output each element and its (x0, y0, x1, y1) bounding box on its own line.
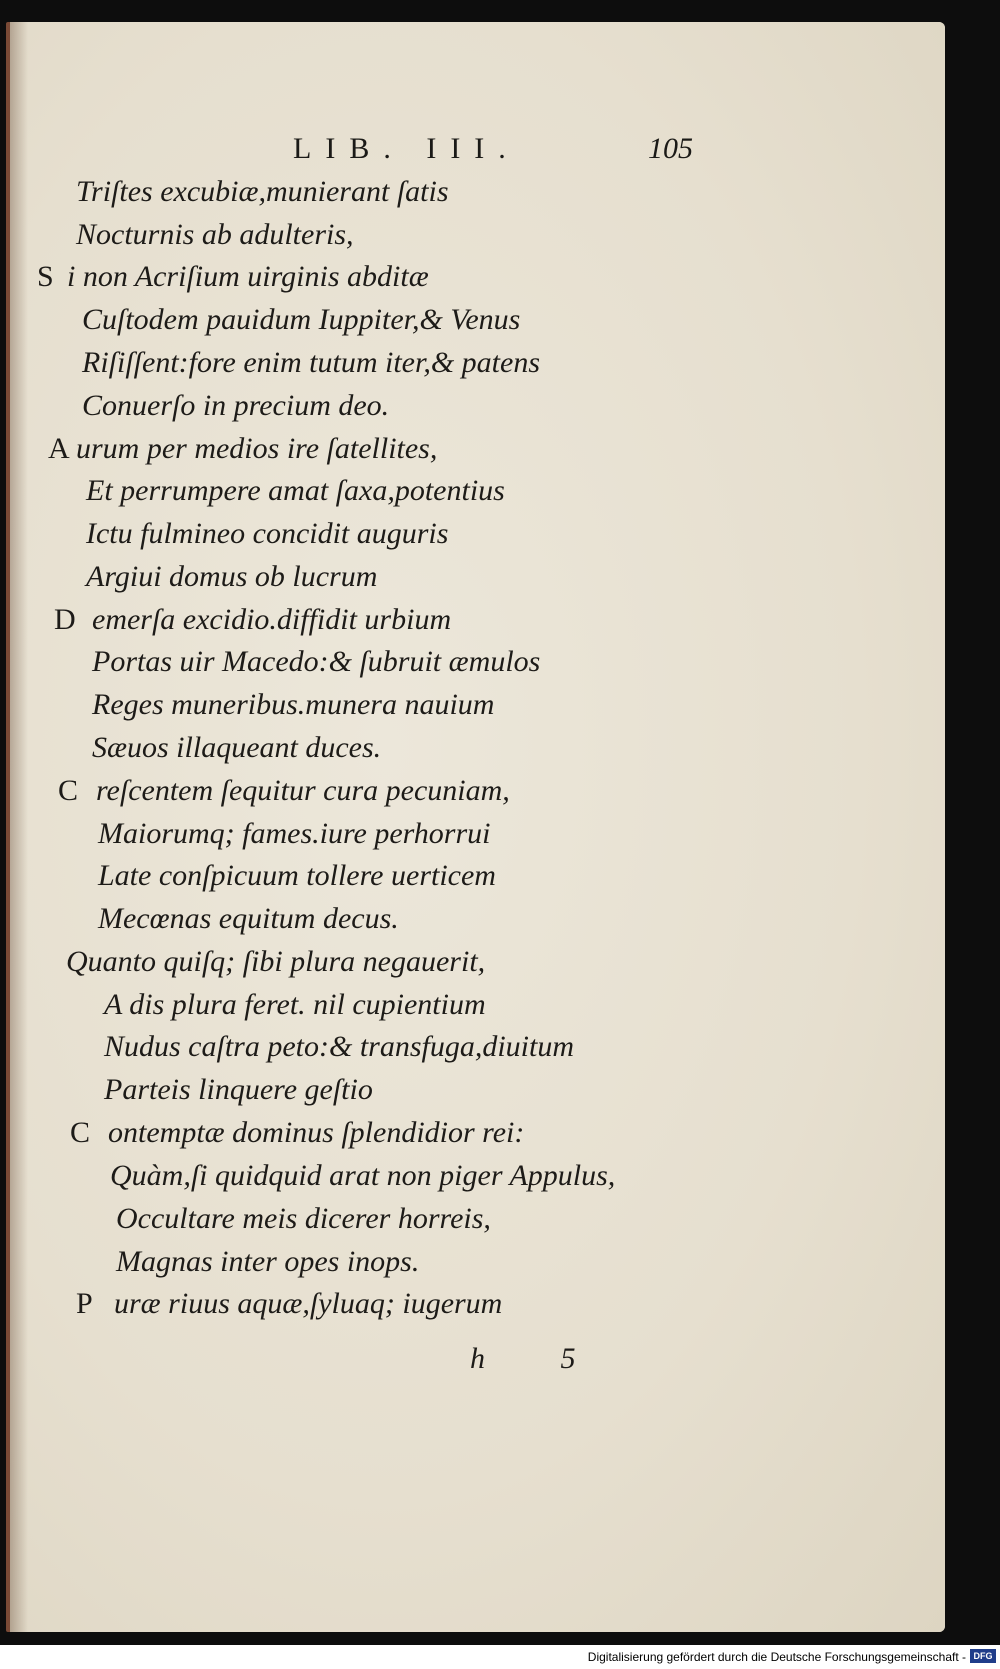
verse-text: urum per medios ire ſatellites, (76, 432, 438, 465)
catchword: h 5 (470, 1342, 610, 1375)
spine-shadow (10, 22, 28, 1632)
verse-text: Maiorumq; fames.iure perhorrui (98, 817, 491, 850)
verse-text: uræ riuus aquæ,ſyluaq; iugerum (114, 1287, 503, 1320)
verse-text: i non Acriſium uirginis abditæ (67, 260, 429, 293)
funding-note: Digitalisierung gefördert durch die Deutsche Forschungsgemeinschaft - (587, 1650, 966, 1664)
folio-number: 105 (648, 132, 693, 165)
verse-text: Occultare meis dicerer horreis, (116, 1202, 491, 1235)
verse-text: Nocturnis ab adulteris, (76, 218, 354, 251)
verse-text: Conuerſo in precium deo. (82, 389, 390, 422)
verse-initial: D (54, 603, 76, 636)
verse-text: Quàm,ſi quidquid arat non piger Appulus, (110, 1159, 616, 1192)
verse-text: ontemptæ dominus ſplendidior rei: (108, 1116, 525, 1149)
verse-text: Magnas inter opes inops. (116, 1245, 420, 1278)
verse-text: reſcentem ſequitur cura pecuniam, (96, 774, 510, 807)
verse-text: Portas uir Macedo:& ſubruit æmulos (92, 645, 541, 678)
verse-text: Quanto quiſq; ſibi plura negauerit, (66, 945, 486, 978)
verse-text: Triſtes excubiæ,munierant ſatis (76, 175, 449, 208)
verse-initial: C (58, 774, 79, 807)
verse-text: Argiui domus ob lucrum (86, 560, 378, 593)
verse-text: Late conſpicuum tollere uerticem (98, 859, 496, 892)
verse-initial: P (76, 1287, 93, 1320)
verse-text: Mecœnas equitum decus. (98, 902, 399, 935)
verse-text: Parteis linquere geſtio (104, 1073, 373, 1106)
verse-initial: S (37, 260, 54, 293)
verse-text: Riſiſſent:fore enim tutum iter,& patens (82, 346, 540, 379)
verse-text: emerſa excidio.diffidit urbium (92, 603, 452, 636)
verse-text: Sæuos illaqueant duces. (92, 731, 382, 764)
book-page (6, 22, 945, 1632)
verse-text: Nudus caſtra peto:& transfuga,diuitum (104, 1030, 575, 1063)
running-head: LIB. III. (293, 132, 520, 165)
verse-text: Ictu fulmineo concidit auguris (86, 517, 449, 550)
dfg-logo: DFG (970, 1649, 996, 1663)
verse-text: A dis plura feret. nil cupientium (104, 988, 486, 1021)
verse-initial: A (48, 432, 70, 465)
verse-text: Cuſtodem pauidum Iuppiter,& Venus (82, 303, 521, 336)
digitization-footer (0, 1645, 1000, 1669)
verse-text: Et perrumpere amat ſaxa,potentius (86, 474, 505, 507)
verse-text: Reges muneribus.munera nauium (92, 688, 495, 721)
verse-initial: C (70, 1116, 91, 1149)
page-header (10, 132, 945, 172)
